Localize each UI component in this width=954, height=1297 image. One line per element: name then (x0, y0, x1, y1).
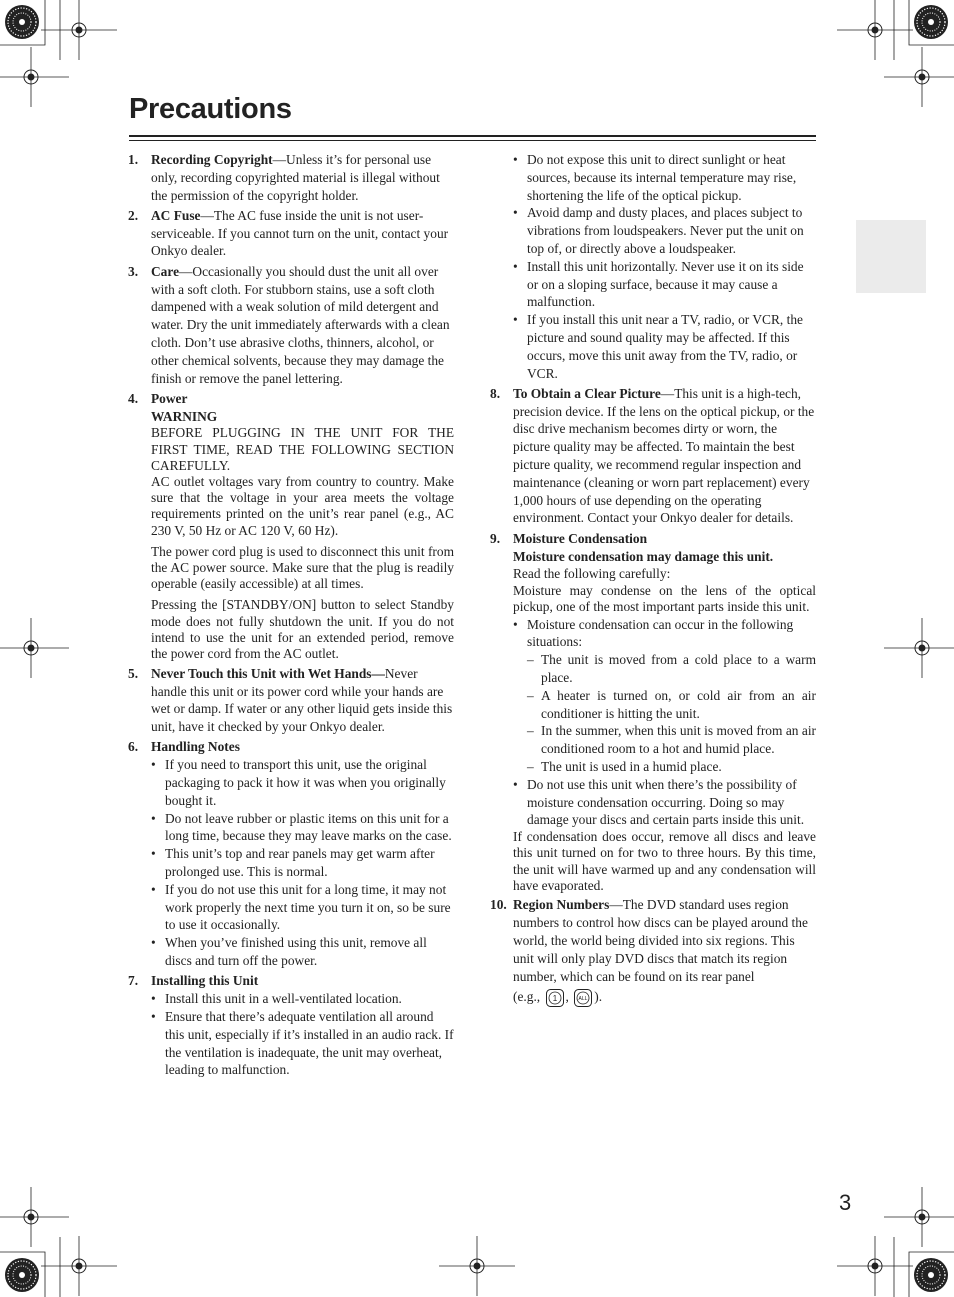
list-item: • Do not expose this unit to direct sunlight or heat sources, because its internal temperature may rise, shortening the life of the optical pickup. (513, 151, 816, 204)
item-number: 7. (128, 973, 139, 989)
item-number: 10. (490, 897, 507, 913)
example-suffix: ). (594, 989, 603, 1005)
item-heading: Never Touch this Unit with Wet Hands— (151, 665, 385, 681)
section-tab-marker (856, 220, 926, 293)
item-heading: Recording Copyright (151, 152, 273, 167)
list-item: • If you do not use this unit for a long time, it may not work properly the next time you turn it on, so be sure to use it occasionally. (151, 881, 454, 934)
moisture-list (513, 616, 816, 830)
item-heading: Moisture Condensation (513, 530, 648, 546)
right-column (490, 151, 816, 1010)
list-item-text: Moisture condensation can occur in the following situations: (527, 616, 794, 650)
dash-item: – The unit is moved from a cold place to a warm place. (527, 651, 816, 687)
item-number: 5. (128, 665, 139, 681)
warning-caps-text: BEFORE PLUGGING IN THE UNIT FOR THE FIRST TIME, READ THE FOLLOWING SECTION CAREFULLY. (151, 425, 454, 473)
item-text: —This unit is a high-tech, precision device. If the lens on the optical pickup, or the disc drive mechanism becomes dirty or worn, the picture quality may be affected. To maintain the best picture quality, we recommend regular inspection and maintenance (cleaning or worn part replacement) every 1,000 hours of use depending on the operating environment. Contact your Onkyo dealer for details. (513, 385, 815, 526)
item-text: —Occasionally you should dust the unit all over with a soft cloth. For stubborn stains, use a soft cloth dampened with a weak solution of mild detergent and water. Dry the unit immediately afterwards with a clean cloth. Don’t use abrasive cloths, thinners, alcohol, or other chemical solvents, because they may damage the finish or remove the panel lettering. (151, 263, 450, 386)
dash-item: – A heater is turned on, or cold air from an air conditioner is hitting the unit. (527, 687, 816, 723)
item-heading: To Obtain a Clear Picture (513, 385, 661, 401)
item-heading: AC Fuse (151, 207, 201, 223)
item-number: 2. (128, 207, 139, 223)
region-example-line (513, 988, 816, 1007)
region-all-icon (574, 989, 592, 1007)
item-text: —The DVD standard uses region numbers to control how discs can be played around the world, the world being divided into six regions. This unit will only play DVD discs that match its region number, which can be found on its rear panel (513, 897, 808, 984)
precaution-item-region-numbers (490, 896, 816, 1007)
item-heading: Region Numbers (513, 897, 610, 913)
power-paragraph-voltage: AC outlet voltages vary from country to country. Make sure that the voltage in your area meets the voltage requirements printed on the unit’s rear panel (e.g., AC 230 V, 50 Hz or AC 120 V, 60 Hz). (151, 474, 454, 538)
item-number: 1. (128, 152, 139, 167)
list-item: • Install this unit in a well-ventilated location. (151, 990, 454, 1008)
power-paragraph-plug: The power cord plug is used to disconnect this unit from the AC power source. Make sure that the plug is readily operable (easily accessible) at all times. (151, 543, 454, 592)
read-carefully-text: Read the following carefully: (513, 566, 671, 582)
precaution-item-installing-continued (490, 151, 816, 382)
region-1-icon (546, 989, 564, 1007)
list-item: • If you install this unit near a TV, radio, or VCR, the picture and sound quality may be affected. If this occurs, move this unit away from the TV, radio, or VCR. (513, 311, 816, 382)
dash-item: – In the summer, when this unit is moved from an air conditioned room to a hot and humid place. (527, 722, 816, 758)
example-prefix: (e.g., (513, 989, 541, 1005)
list-item: • Do not use this unit when there’s the possibility of moisture condensation occurring. Doing so may damage your discs and certain parts inside this unit. (513, 776, 816, 829)
example-separator: , (565, 989, 569, 1005)
moisture-paragraph-remedy: If condensation does occur, remove all discs and leave this unit turned on for two to three hours. By this time, the unit will have warmed up and any condensation will have evaporated. (513, 829, 816, 893)
item-heading: Care (151, 263, 180, 279)
list-item: • Ensure that there’s adequate ventilation all around this unit, especially if it’s installed in an audio rack. If the ventilation is inadequate, the unit may overheat, leading to malfunction. (151, 1008, 454, 1079)
page-title: Precautions (129, 93, 292, 125)
item-text: —The AC fuse inside the unit is not user-serviceable. If you cannot turn on the unit, contact your Onkyo dealer. (151, 207, 449, 259)
precaution-item-moisture-condensation (490, 530, 816, 894)
item-number: 9. (490, 530, 501, 546)
moisture-paragraph-lens: Moisture may condense on the lens of the optical pickup, one of the most important parts inside this unit. (513, 583, 816, 615)
title-rule-thick (129, 135, 816, 137)
precaution-item-clear-picture (490, 385, 816, 527)
title-rule-thin (129, 140, 816, 141)
item-subheading: Moisture condensation may damage this unit. (513, 548, 774, 564)
situations-list (527, 651, 816, 776)
item-heading: Handling Notes (151, 739, 240, 755)
list-item (513, 616, 816, 776)
left-column (128, 151, 454, 1082)
list-item: • Install this unit horizontally. Never use it on its side or on a sloping surface, because it may cause a malfunction. (513, 258, 816, 311)
precaution-item-recording-copyright (128, 151, 454, 204)
installing-list (151, 990, 454, 1079)
precaution-item-power (128, 390, 454, 662)
power-paragraph-standby: Pressing the [STANDBY/ON] button to select Standby mode does not fully shutdown the unit. If you do not intend to use the unit for an extended period, remove the power cord from the AC outlet. (151, 597, 454, 662)
item-number: 6. (128, 739, 139, 755)
list-item: • This unit’s top and rear panels may get warm after prolonged use. This is normal. (151, 845, 454, 881)
item-heading: Power (151, 390, 188, 406)
precaution-item-care (128, 263, 454, 388)
region-1-label: 1 (552, 994, 557, 1004)
precaution-item-handling-notes (128, 738, 454, 969)
precaution-item-ac-fuse (128, 207, 454, 260)
item-heading: Installing this Unit (151, 973, 259, 989)
item-number: 4. (128, 390, 139, 406)
list-item: • Do not leave rubber or plastic items on this unit for a long time, because they may leave marks on the case. (151, 810, 454, 846)
item-text: Never handle this unit or its power cord while your hands are wet or damp. If water or any other liquid gets inside this unit, have it checked by your Onkyo dealer. (151, 665, 453, 735)
precaution-item-wet-hands (128, 665, 454, 736)
item-text: —Unless it’s for personal use only, recording copyrighted material is illegal without the permission of the copyright holder. (151, 152, 440, 203)
item-number: 3. (128, 263, 139, 279)
handling-notes-list (151, 756, 454, 970)
item-number: 8. (490, 385, 501, 401)
region-all-label: ALL (578, 996, 588, 1003)
list-item: • When you’ve finished using this unit, remove all discs and turn off the power. (151, 934, 454, 970)
installing-list-continued (513, 151, 816, 382)
dash-item: – The unit is used in a humid place. (527, 758, 816, 776)
list-item: • Avoid damp and dusty places, and places subject to vibrations from loudspeakers. Never put the unit on top of, or directly above a loudspeaker. (513, 204, 816, 257)
page-number: 3 (839, 1190, 852, 1215)
warning-label: WARNING (151, 408, 218, 424)
list-item: • If you need to transport this unit, use the original packaging to pack it how it was when you originally bought it. (151, 756, 454, 809)
precaution-item-installing (128, 972, 454, 1079)
